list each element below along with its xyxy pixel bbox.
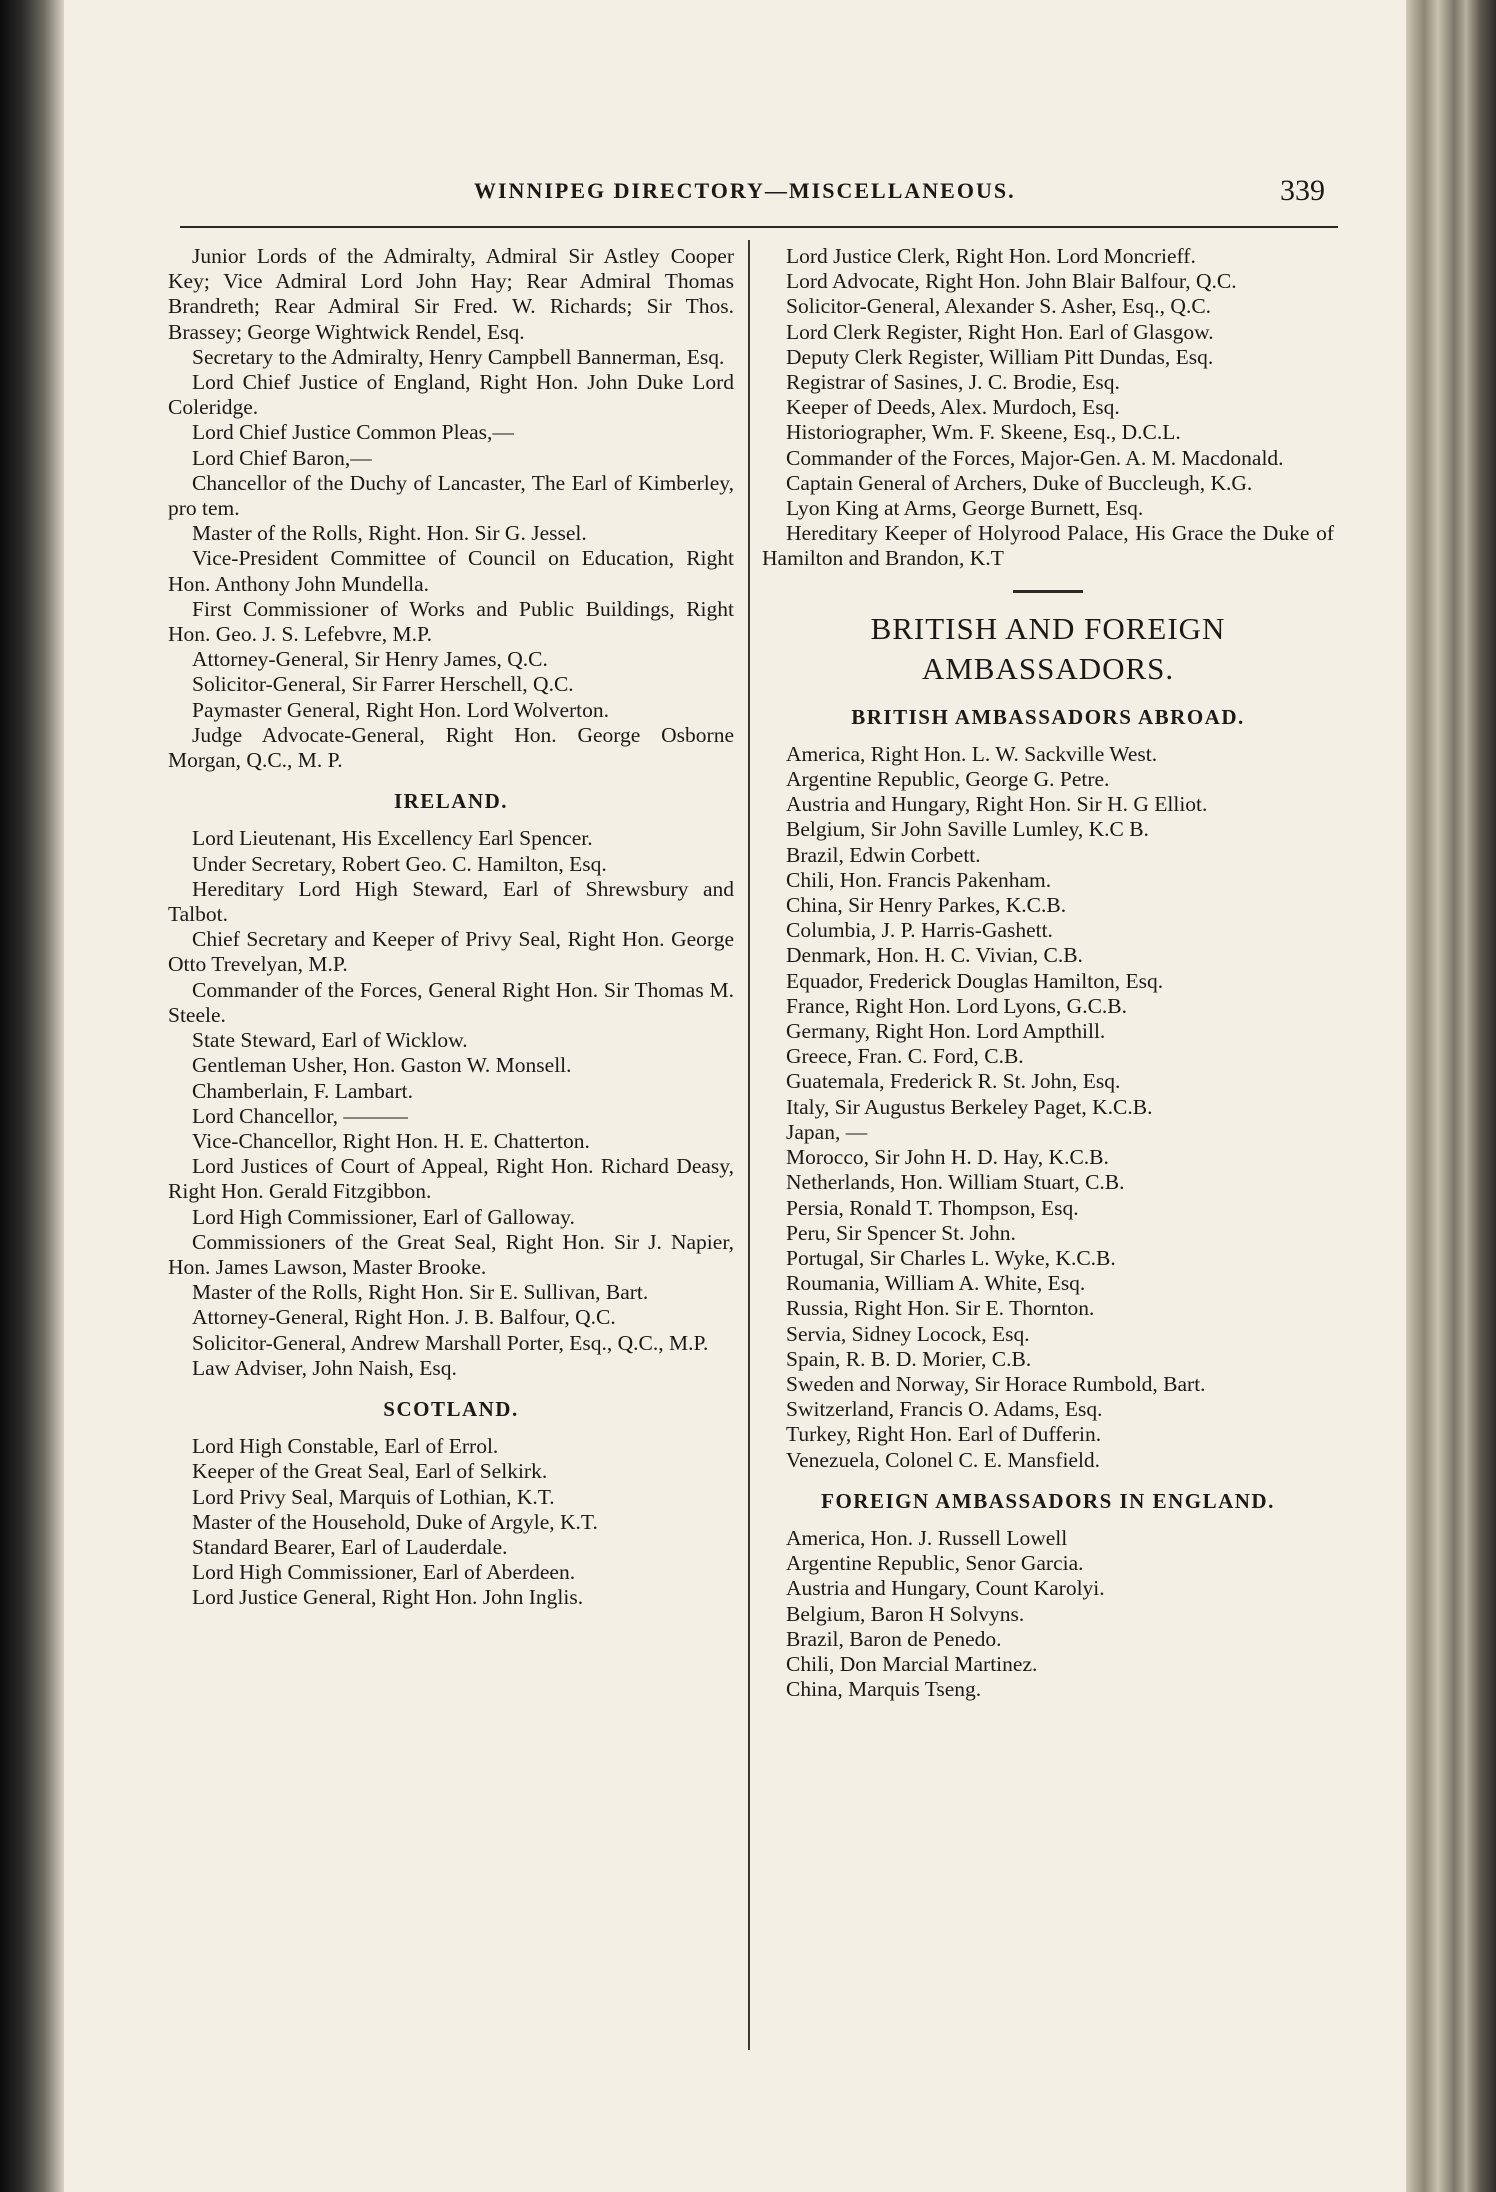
list-item: Paymaster General, Right Hon. Lord Wolverton.	[192, 697, 610, 722]
list-item: Chili, Hon. Francis Pakenham.	[786, 867, 1052, 892]
list-item: Keeper of Deeds, Alex. Murdoch, Esq.	[786, 395, 1120, 420]
list-item: France, Right Hon. Lord Lyons, G.C.B.	[786, 993, 1127, 1018]
section-heading-ireland: IRELAND.	[393, 789, 509, 814]
list-item: Argentine Republic, Senor Garcia.	[786, 1551, 1084, 1576]
list-item: Brazil, Edwin Corbett.	[786, 842, 981, 867]
list-item: Belgium, Sir John Saville Lumley, K.C B.	[786, 817, 1149, 842]
list-item: Gentleman Usher, Hon. Gaston W. Monsell.	[192, 1053, 572, 1078]
section-heading-scotland: SCOTLAND.	[383, 1396, 519, 1421]
list-item: Hereditary Lord High Steward, Earl of Shrewsbury and Talbot.	[168, 876, 734, 927]
section-heading-ambassadors: BRITISH AND FOREIGN AMBASSADORS.	[870, 610, 1226, 686]
list-item: Lord Clerk Register, Right Hon. Earl of Glasgow.	[786, 319, 1214, 344]
list-item: Austria and Hungary, Right Hon. Sir H. G Elliot.	[786, 792, 1208, 817]
list-item: Guatemala, Frederick R. St. John, Esq.	[786, 1069, 1121, 1094]
directory-page	[64, 0, 1406, 2192]
list-item: Italy, Sir Augustus Berkeley Paget, K.C.B.	[786, 1094, 1153, 1119]
list-item: Chamberlain, F. Lambart.	[192, 1078, 413, 1103]
list-item: Chili, Don Marcial Martinez.	[786, 1651, 1038, 1676]
list-item: Captain General of Archers, Duke of Buccleugh, K.G.	[786, 470, 1253, 495]
list-item: Lord High Constable, Earl of Errol.	[192, 1434, 499, 1459]
list-item: Master of the Rolls, Right. Hon. Sir G. Jessel.	[192, 521, 587, 546]
list-item: Deputy Clerk Register, William Pitt Dundas, Esq.	[786, 344, 1214, 369]
list-item: Switzerland, Francis O. Adams, Esq.	[786, 1397, 1103, 1422]
list-item: Historiographer, Wm. F. Skeene, Esq., D.C.L.	[786, 420, 1181, 445]
list-item: Commander of the Forces, General Right Hon. Sir Thomas M. Steele.	[168, 977, 734, 1027]
list-item: Solicitor-General, Alexander S. Asher, Esq., Q.C.	[786, 294, 1212, 319]
list-item: Lord Privy Seal, Marquis of Lothian, K.T.	[192, 1484, 555, 1509]
list-item: Lord Lieutenant, His Excellency Earl Spencer.	[192, 826, 593, 851]
list-item: Keeper of the Great Seal, Earl of Selkirk.	[192, 1459, 548, 1484]
column-divider	[748, 240, 750, 2050]
list-item: Lord Justice Clerk, Right Hon. Lord Moncrieff.	[786, 244, 1196, 268]
page-number: 339	[1280, 174, 1325, 207]
list-item: China, Sir Henry Parkes, K.C.B.	[786, 893, 1067, 918]
list-item: Attorney-General, Sir Henry James, Q.C.	[192, 647, 548, 672]
list-item: Registrar of Sasines, J. C. Brodie, Esq.	[786, 370, 1120, 395]
list-item: Austria and Hungary, Count Karolyi.	[786, 1576, 1105, 1601]
list-item: Russia, Right Hon. Sir E. Thornton.	[786, 1296, 1095, 1321]
list-item: Solicitor-General, Sir Farrer Herschell, Q.C.	[192, 672, 574, 697]
list-item: Junior Lords of the Admiralty, Admiral Sir Astley Cooper Key; Vice Admiral Lord John Hay; Rear Admiral Thomas Brandreth; Rear Admiral Sir Fred. W. Richards; Sir Thos. Brassey; George Wightwick Rendel, Esq.	[168, 244, 734, 344]
list-item: Lord Chief Justice of England, Right Hon. John Duke Lord Coleridge.	[168, 370, 734, 420]
list-item: Servia, Sidney Locock, Esq.	[786, 1321, 1030, 1346]
list-item: Vice-President Committee of Council on Education, Right Hon. Anthony John Mundella.	[168, 546, 734, 596]
list-item: Equador, Frederick Douglas Hamilton, Esq.	[786, 968, 1164, 993]
list-item: Commissioners of the Great Seal, Right Hon. Sir J. Napier, Hon. James Lawson, Master Brooke.	[168, 1229, 734, 1279]
right-column	[762, 244, 1334, 1702]
list-item: China, Marquis Tseng.	[786, 1677, 982, 1702]
list-item: Persia, Ronald T. Thompson, Esq.	[786, 1195, 1079, 1220]
running-head: WINNIPEG DIRECTORY—MISCELLANEOUS.	[474, 178, 1016, 203]
list-item: Solicitor-General, Andrew Marshall Porter, Esq., Q.C., M.P.	[192, 1330, 709, 1355]
list-item: Lord High Commissioner, Earl of Aberdeen.	[192, 1560, 576, 1585]
list-item: Morocco, Sir John H. D. Hay, K.C.B.	[786, 1145, 1109, 1170]
list-item: Portugal, Sir Charles L. Wyke, K.C.B.	[786, 1245, 1116, 1270]
list-item: Judge Advocate-General, Right Hon. George Osborne Morgan, Q.C., M. P.	[168, 722, 734, 773]
list-item: Hereditary Keeper of Holyrood Palace, His Grace the Duke of Hamilton and Brandon, K.T	[762, 521, 1334, 571]
list-item: Lord Justice General, Right Hon. John Inglis.	[192, 1585, 584, 1610]
list-item: Lord Chief Justice Common Pleas,—	[192, 420, 514, 445]
list-item: Chief Secretary and Keeper of Privy Seal, Right Hon. George Otto Trevelyan, M.P.	[168, 927, 734, 977]
list-item: Lord Advocate, Right Hon. John Blair Balfour, Q.C.	[786, 269, 1237, 294]
book-binding-shadow	[0, 0, 64, 2192]
list-item: Law Adviser, John Naish, Esq.	[192, 1355, 457, 1380]
list-item: Under Secretary, Robert Geo. C. Hamilton, Esq.	[192, 851, 607, 876]
list-item: Columbia, J. P. Harris-Gashett.	[786, 918, 1053, 943]
list-item: Attorney-General, Right Hon. J. B. Balfour, Q.C.	[192, 1305, 616, 1330]
list-item: Commander of the Forces, Major-Gen. A. M. Macdonald.	[786, 445, 1284, 470]
subheading-british-abroad: BRITISH AMBASSADORS ABROAD.	[851, 704, 1245, 729]
list-item: Chancellor of the Duchy of Lancaster, The Earl of Kimberley, pro tem.	[168, 470, 734, 521]
list-item: Master of the Household, Duke of Argyle, K.T.	[192, 1509, 598, 1534]
list-item: Standard Bearer, Earl of Lauderdale.	[192, 1534, 508, 1559]
list-item: Peru, Sir Spencer St. John.	[786, 1220, 1016, 1245]
list-item: Venezuela, Colonel C. E. Mansfield.	[786, 1447, 1101, 1472]
list-item: America, Right Hon. L. W. Sackville West.	[786, 741, 1158, 766]
list-item: Lord Chief Baron,—	[192, 445, 372, 470]
list-item: Brazil, Baron de Penedo.	[786, 1626, 1002, 1651]
list-item: Turkey, Right Hon. Earl of Dufferin.	[786, 1422, 1102, 1447]
list-item: Lord High Commissioner, Earl of Galloway.	[192, 1204, 575, 1229]
header-rule	[180, 226, 1338, 228]
section-rule	[1013, 590, 1083, 593]
list-item: Vice-Chancellor, Right Hon. H. E. Chatterton.	[192, 1128, 590, 1153]
list-item: Roumania, William A. White, Esq.	[786, 1271, 1086, 1296]
list-item: Secretary to the Admiralty, Henry Campbell Bannerman, Esq.	[192, 344, 725, 369]
subheading-foreign-in-england: FOREIGN AMBASSADORS IN ENGLAND.	[821, 1488, 1275, 1513]
list-item: Germany, Right Hon. Lord Ampthill.	[786, 1019, 1106, 1044]
left-column	[168, 244, 734, 1611]
list-item: Lyon King at Arms, George Burnett, Esq.	[786, 496, 1144, 521]
list-item: Lord Justices of Court of Appeal, Right Hon. Richard Deasy, Right Hon. Gerald Fitzgibbon.	[168, 1154, 734, 1204]
list-item: Lord Chancellor, ———	[192, 1103, 408, 1128]
list-item: America, Hon. J. Russell Lowell	[786, 1525, 1068, 1550]
list-item: Greece, Fran. C. Ford, C.B.	[786, 1044, 1024, 1069]
page-stack-edge	[1406, 0, 1496, 2192]
list-item: State Steward, Earl of Wicklow.	[192, 1028, 468, 1053]
list-item: Belgium, Baron H Solvyns.	[786, 1601, 1025, 1626]
list-item: Spain, R. B. D. Morier, C.B.	[786, 1346, 1032, 1371]
list-item: Master of the Rolls, Right Hon. Sir E. Sullivan, Bart.	[192, 1280, 649, 1305]
list-item: Netherlands, Hon. William Stuart, C.B.	[786, 1170, 1125, 1195]
list-item: Sweden and Norway, Sir Horace Rumbold, Bart.	[786, 1371, 1206, 1396]
list-item: Argentine Republic, George G. Petre.	[786, 767, 1110, 792]
list-item: First Commissioner of Works and Public Buildings, Right Hon. Geo. J. S. Lefebvre, M.P.	[168, 596, 734, 647]
list-item: Denmark, Hon. H. C. Vivian, C.B.	[786, 943, 1083, 968]
list-item: Japan, —	[786, 1119, 868, 1144]
